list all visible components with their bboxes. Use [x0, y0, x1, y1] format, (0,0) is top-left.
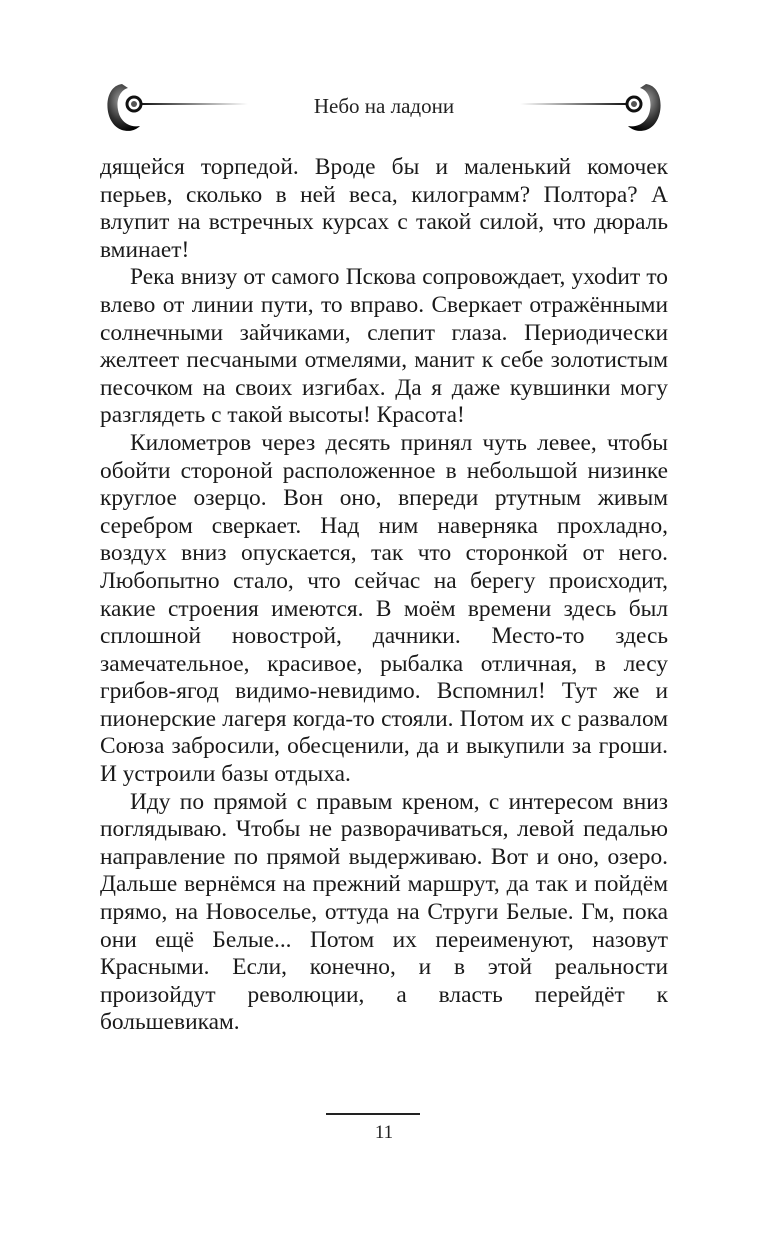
paragraph: Река внизу от самого Пскова сопровождает, ухоdит то влево от линии пути, то вправо. Сверкает отражёнными солнечными зайчиками, слепит глаза. Периодически желтеет песчаными отмелями, манит к себе золотистым песочком на своих изгибах. Да я даже кувшинки могу разглядеть с такой высоты! Красота!	[100, 264, 668, 429]
right-ornament-icon	[518, 76, 668, 136]
page-header	[0, 72, 768, 142]
footer-rule	[326, 1113, 420, 1115]
paragraph-continued: дящейся торпедой. Вроде бы и маленький комочек перьев, сколько в ней веса, килограмм? Полтора? А влупит на встречных курсах с такой силой, что дюраль вминает!	[100, 154, 668, 263]
paragraph: Километров через десять принял чуть левее, чтобы обойти стороной расположенное в небольшой низинке круглое озерцо. Вон оно, впереди ртутным живым серебром сверкает. Над ним наверняка прохладно, воздух вниз опускается, так что сторонкой от него. Любопытно стало, что сейчас на берегу происходит, какие строения имеются. В моём времени здесь был сплошной новострой, дачники. Место-то здесь замечательное, красивое, рыбалка отличная, в лесу грибов-ягод видимо-невидимо. Вспомнил! Тут же и пионерские лагеря когда-то стояли. Потом их с развалом Союза забросили, обесценили, да и выкупили за гроши. И устроили базы отдыха.	[100, 429, 668, 788]
book-text	[100, 154, 668, 1037]
paragraph: Иду по прямой с правым креном, с интересом вниз поглядываю. Чтобы не разворачиваться, левой педалью направление по прямой выдерживаю. Вот и оно, озеро. Дальше вернёмся на прежний маршрут, да так и пойдём прямо, на Новоселье, оттуда на Струги Белые. Гм, пока они ещё Белые... Потом их переименуют, назовут Красными. Если, конечно, и в этой реальности произойдут революции, а власть перейдёт к большевикам.	[100, 788, 668, 1036]
page-number: 11	[374, 1122, 394, 1143]
running-title: Небо на ладони	[313, 94, 455, 118]
